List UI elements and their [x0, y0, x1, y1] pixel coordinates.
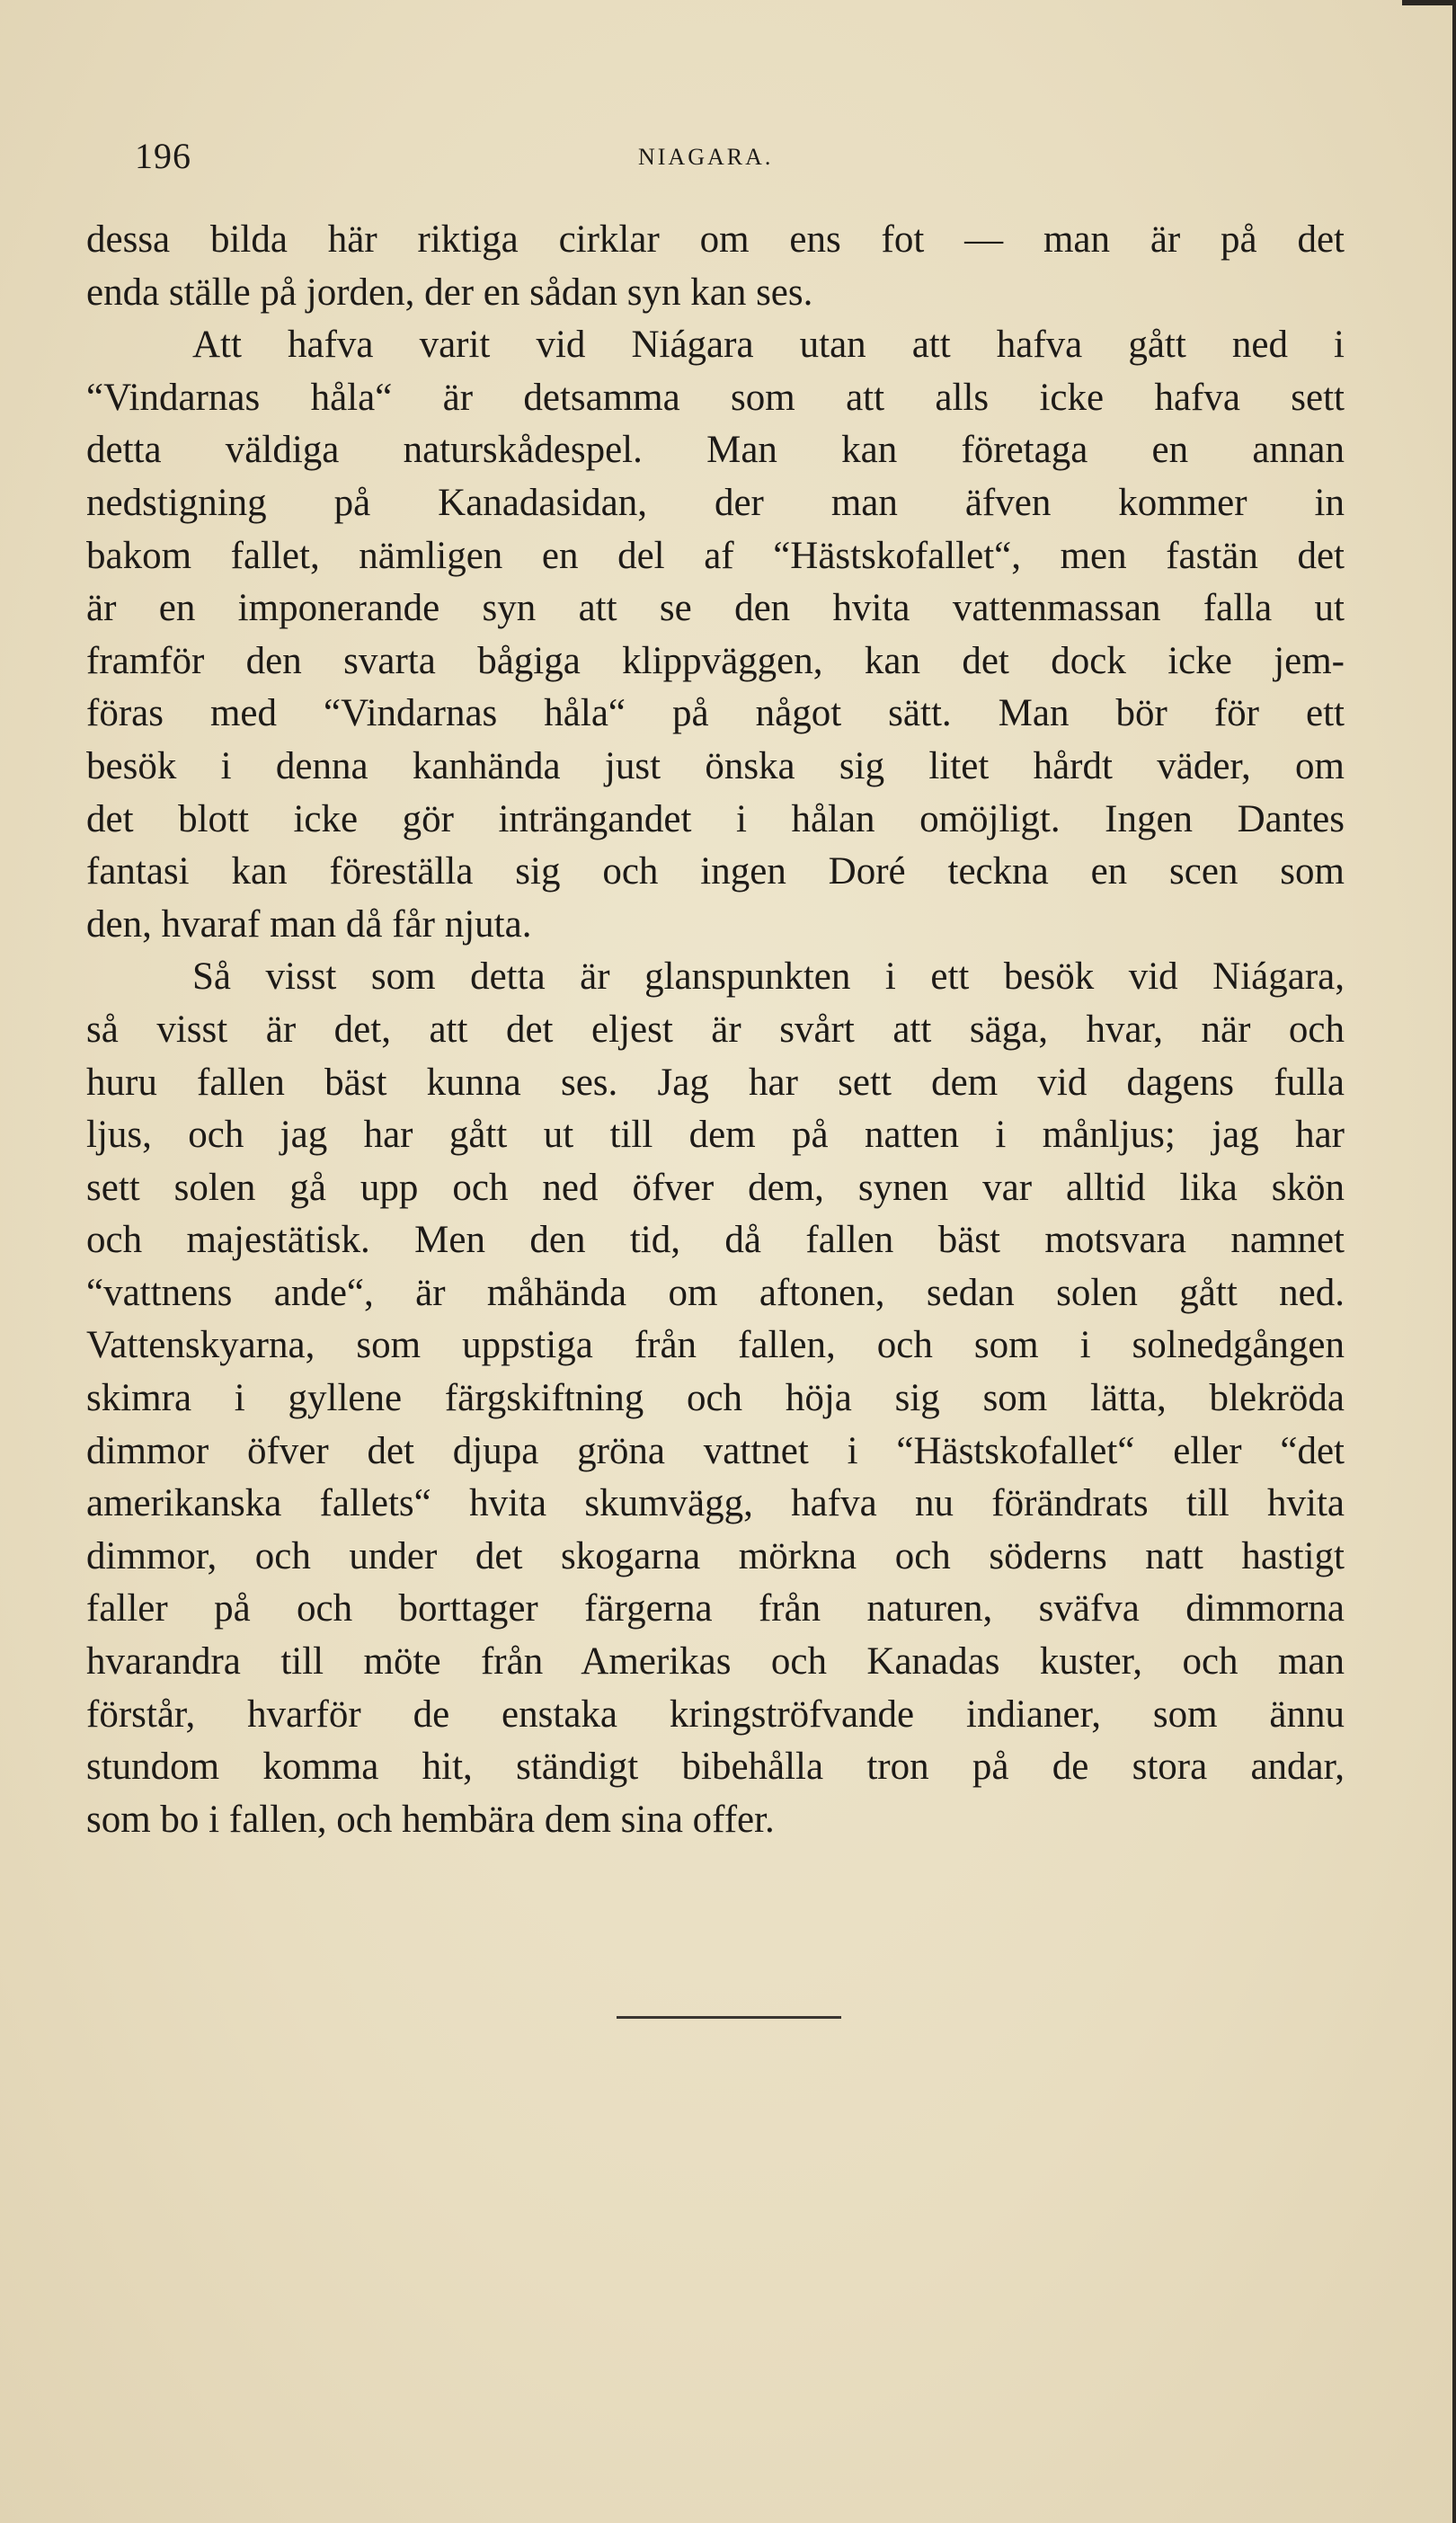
text-line: Så visst som detta är glanspunkten i ett besök vid Niágara, [192, 955, 1345, 999]
text-line: faller på och borttager färgerna från naturen, sväfva dimmorna [86, 1587, 1345, 1630]
scan-edge-right [1452, 0, 1456, 2523]
text-line: stundom komma hit, ständigt bibehålla tron på de stora andar, [86, 1746, 1345, 1789]
text-line: ljus, och jag har gått ut till dem på natten i månljus; jag har [86, 1114, 1345, 1157]
scan-edge-top [1402, 0, 1456, 5]
text-line: och majestätisk. Men den tid, då fallen bäst motsvara namnet [86, 1219, 1345, 1262]
running-head [135, 135, 1339, 180]
text-line: dessa bilda här riktiga cirklar om ens fot — man är på det [86, 218, 1345, 261]
text-line: besök i denna kanhända just önska sig litet hårdt väder, om [86, 744, 1345, 787]
text-line: bakom fallet, nämligen en del af “Hästskofallet“, men fastän det [86, 534, 1345, 577]
end-rule [617, 2016, 841, 2019]
text-line: dimmor öfver det djupa gröna vattnet i “Hästskofallet“ eller “det [86, 1429, 1345, 1472]
body-text [86, 214, 1345, 1846]
text-line: föras med “Vindarnas håla“ på något sätt. Man bör för ett [86, 692, 1345, 735]
page-number: 196 [135, 136, 191, 176]
text-line: sett solen gå upp och ned öfver dem, synen var alltid lika skön [86, 1166, 1345, 1209]
text-line: skimra i gyllene färgskiftning och höja sig som lätta, blekröda [86, 1377, 1345, 1420]
text-line: Att hafva varit vid Niágara utan att hafva gått ned i [192, 324, 1345, 367]
text-line: är en imponerande syn att se den hvita vattenmassan falla ut [86, 587, 1345, 630]
text-line: amerikanska fallets“ hvita skumvägg, hafva nu förändrats till hvita [86, 1482, 1345, 1525]
text-line: den, hvaraf man då får njuta. [86, 902, 532, 946]
text-line: så visst är det, att det eljest är svårt att säga, hvar, när och [86, 1008, 1345, 1051]
text-line: hvarandra till möte från Amerikas och Kanadas kuster, och man [86, 1640, 1345, 1683]
text-line: förstår, hvarför de enstaka kringströfvande indianer, som ännu [86, 1692, 1345, 1736]
text-line: detta väldiga naturskådespel. Man kan företaga en annan [86, 429, 1345, 472]
text-line: Vattenskyarna, som uppstiga från fallen, och som i solnedgången [86, 1324, 1345, 1367]
running-title: NIAGARA. [638, 144, 774, 170]
text-line: “Vindarnas håla“ är detsamma som att alls icke hafva sett [86, 376, 1345, 419]
text-line: dimmor, och under det skogarna mörkna och söderns natt hastigt [86, 1534, 1345, 1577]
text-line: som bo i fallen, och hembära dem sina offer. [86, 1798, 775, 1841]
text-line: fantasi kan föreställa sig och ingen Doré teckna en scen som [86, 850, 1345, 893]
text-line: “vattnens ande“, är måhända om aftonen, sedan solen gått ned. [86, 1271, 1345, 1314]
text-line: det blott icke gör inträngandet i hålan omöjligt. Ingen Dantes [86, 797, 1345, 840]
text-line: huru fallen bäst kunna ses. Jag har sett dem vid dagens fulla [86, 1061, 1345, 1104]
text-line: framför den svarta bågiga klippväggen, kan det dock icke jem- [86, 639, 1345, 682]
text-line: enda ställe på jorden, der en sådan syn kan ses. [86, 271, 813, 314]
text-line: nedstigning på Kanadasidan, der man äfven kommer in [86, 481, 1345, 524]
